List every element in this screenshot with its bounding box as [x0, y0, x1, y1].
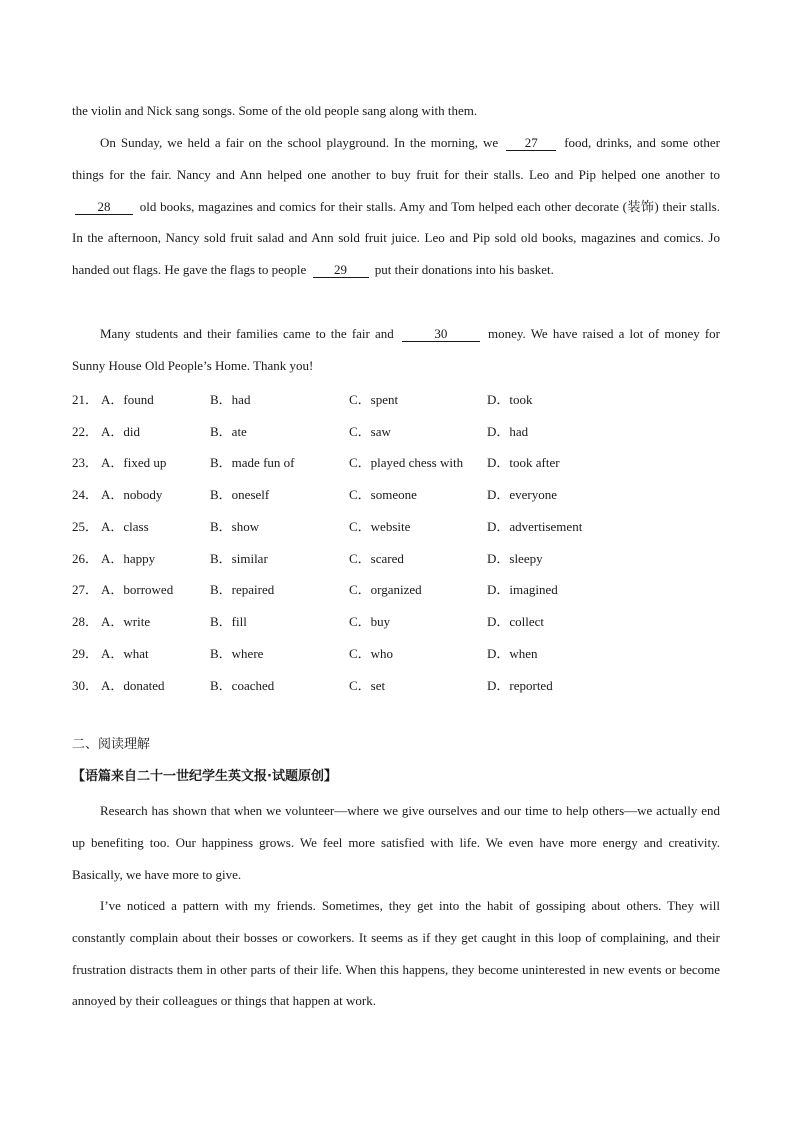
option-d: D．when	[487, 646, 538, 661]
passage-text: old books, magazines and comics for their stalls. Amy and Tom helped each other decorate (装饰) their stalls. In the afternoon, Nancy sold fruit salad and Ann sold fruit juice. Leo and Pip sold old books, magazines and comics. Jo handed out flags. He gave the flags to people	[72, 198, 720, 278]
option-a: A．write	[101, 614, 151, 629]
option-b: B．oneself	[210, 487, 270, 502]
option-b: B．made fun of	[210, 455, 295, 470]
question-item	[72, 484, 732, 504]
passage-text: money. We have raised a lot of money for Sunny House Old People’s Home. Thank you!	[72, 326, 721, 373]
question-number: 30．	[72, 678, 99, 693]
question-item	[72, 579, 732, 599]
option-a: A．borrowed	[101, 582, 174, 597]
section-title: 二、阅读理解	[72, 737, 151, 752]
option-c: C．scared	[349, 551, 404, 566]
option-a: A．nobody	[101, 487, 163, 502]
reading-paragraph-2	[72, 890, 720, 1017]
option-d: D．advertisement	[487, 519, 583, 534]
passage-text: the violin and Nick sang songs. Some of the old people sang along with them.	[72, 103, 478, 118]
option-d: D．reported	[487, 678, 553, 693]
passage-paragraph-closing	[72, 318, 720, 382]
question-item	[72, 643, 732, 663]
option-a: A．what	[101, 646, 149, 661]
option-d: D．sleepy	[487, 551, 543, 566]
option-c: C．saw	[349, 424, 391, 439]
option-a: A．class	[101, 519, 149, 534]
question-item	[72, 516, 732, 536]
passage-text: put their donations into his basket.	[374, 262, 554, 278]
option-b: B．repaired	[210, 582, 275, 597]
option-c: C．set	[349, 678, 386, 693]
option-b: B．had	[210, 392, 251, 407]
option-d: D．collect	[487, 614, 545, 629]
question-number: 29．	[72, 646, 99, 661]
option-a: A．found	[101, 392, 154, 407]
passage-paragraph-sunday	[72, 127, 720, 286]
option-c: C．organized	[349, 582, 422, 597]
option-b: B．where	[210, 646, 264, 661]
option-d: D．imagined	[487, 582, 558, 597]
blank-28: 28	[75, 200, 133, 215]
option-c: C．buy	[349, 614, 391, 629]
blank-27: 27	[506, 136, 556, 151]
reading-paragraph-1	[72, 795, 720, 890]
option-d: D．had	[487, 424, 529, 439]
question-number: 22．	[72, 424, 99, 439]
question-number: 26．	[72, 551, 99, 566]
option-d: D．took after	[487, 455, 560, 470]
question-number: 21．	[72, 392, 99, 407]
option-a: A．donated	[101, 678, 165, 693]
option-c: C．who	[349, 646, 394, 661]
question-item	[72, 548, 732, 568]
blank-30: 30	[402, 327, 480, 342]
option-b: B．ate	[210, 424, 247, 439]
option-a: A．happy	[101, 551, 156, 566]
reading-text: Research has shown that when we volunteer—where we give ourselves and our time to help others—we actually end up benefiting too. Our happiness grows. We feel more satisfied with life. We even have more energy and creativity. Basically, we have more to give.	[72, 803, 720, 882]
question-item	[72, 421, 732, 441]
option-d: D．took	[487, 392, 533, 407]
question-item	[72, 675, 732, 695]
passage-text: On Sunday, we held a fair on the school playground. In the morning, we	[100, 135, 499, 150]
question-item	[72, 389, 732, 409]
option-d: D．everyone	[487, 487, 558, 502]
question-number: 24．	[72, 487, 99, 502]
question-item	[72, 611, 732, 631]
option-c: C．someone	[349, 487, 417, 502]
question-item	[72, 452, 732, 472]
option-c: C．spent	[349, 392, 399, 407]
option-c: C．website	[349, 519, 411, 534]
passage-text: food, drinks, and some other things for the fair. Nancy and Ann helped one another to buy fruit for their stalls. Leo and Pip helped one another to	[72, 135, 720, 182]
option-b: B．similar	[210, 551, 268, 566]
passage-line	[72, 95, 720, 127]
question-number: 28．	[72, 614, 99, 629]
source-note: 【语篇来自二十一世纪学生英文报·试题原创】	[72, 769, 337, 784]
option-b: B．fill	[210, 614, 247, 629]
question-number: 23．	[72, 455, 99, 470]
option-a: A．fixed up	[101, 455, 167, 470]
option-a: A．did	[101, 424, 141, 439]
passage-text: Many students and their families came to the fair and	[100, 326, 394, 341]
option-c: C．played chess with	[349, 455, 464, 470]
reading-text: I’ve noticed a pattern with my friends. Sometimes, they get into the habit of gossiping about others. They will constantly complain about their bosses or coworkers. It seems as if they get caught in this loop of complaining, and their frustration distracts them in other parts of their life. When this happens, they become uninterested in new events or become annoyed by their colleagues or things that happen at work.	[72, 898, 720, 1009]
option-b: B．coached	[210, 678, 275, 693]
question-number: 27．	[72, 582, 99, 597]
blank-29: 29	[313, 263, 369, 278]
question-number: 25．	[72, 519, 99, 534]
option-b: B．show	[210, 519, 260, 534]
